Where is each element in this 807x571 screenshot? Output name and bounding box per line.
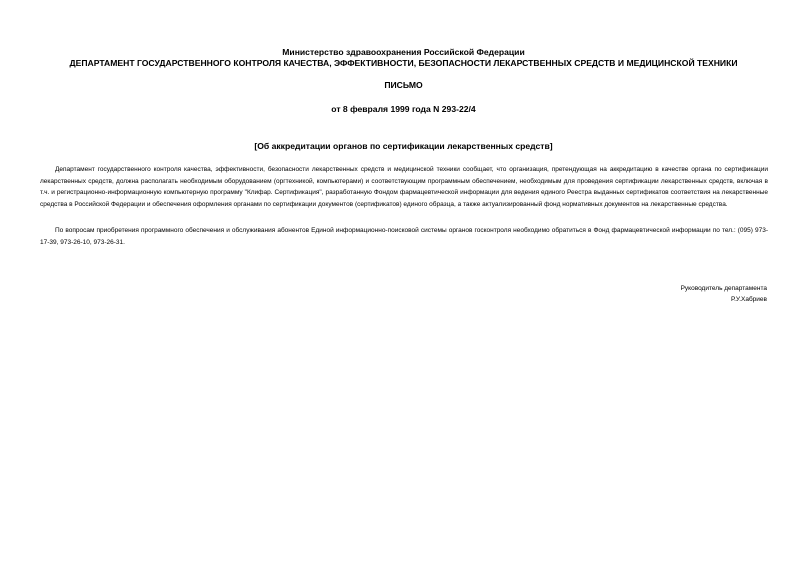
document-subject: [Об аккредитации органов по сертификации лекарственных средств] (254, 141, 553, 151)
ministry-title: Министерство здравоохранения Российской Федерации (282, 47, 525, 57)
department-title: ДЕПАРТАМЕНТ ГОСУДАРСТВЕННОГО КОНТРОЛЯ КАЧЕСТВА, ЭФФЕКТИВНОСТИ, БЕЗОПАСНОСТИ ЛЕКАРСТВЕННЫХ СРЕДСТВ И МЕДИЦИНСКОЙ ТЕХНИКИ (69, 58, 738, 68)
document-type: ПИСЬМО (384, 80, 423, 90)
document-date-number: от 8 февраля 1999 года N 293-22/4 (331, 104, 476, 114)
body-paragraph-text: Департамент государственного контроля качества, эффективности, безопасности лекарственных средств и медицинской техники сообщает, что организация, претендующая на аккредитацию в качестве органа по сертификации лекарственных средств, должна располагать необходимым оборудованием (оргтехникой, компьютерами) и соответствующим программным обеспечением, необходимым для проведения сертификации лекарственных средств, включая в т.ч. и регистрационно-информационную компьютерную программу "Клифар. Сертификация", разработанную Фондом фармацевтической информации для ведения единого Реестра выданных сертификатов соответствия на лекарственные средства в Российской Федерации и обеспечения оформления органами по сертификации документов (сертификатов) единого образца, а также актуализированный фонд нормативных документов на лекарственные средства. (40, 166, 768, 208)
signature-title: Руководитель департамента (680, 285, 767, 292)
body-paragraph (40, 164, 768, 210)
signature-name: Р.У.Хабриев (731, 296, 767, 303)
body-paragraph-text: По вопросам приобретения программного обеспечения и обслуживания абонентов Единой информационно-поисковой системы органов госконтроля необходимо обратиться в Фонд фармацевтической информации по тел.: (095) 973-17-39, 973-26-10, 973-26-31. (40, 227, 768, 246)
body-paragraph (40, 225, 768, 248)
